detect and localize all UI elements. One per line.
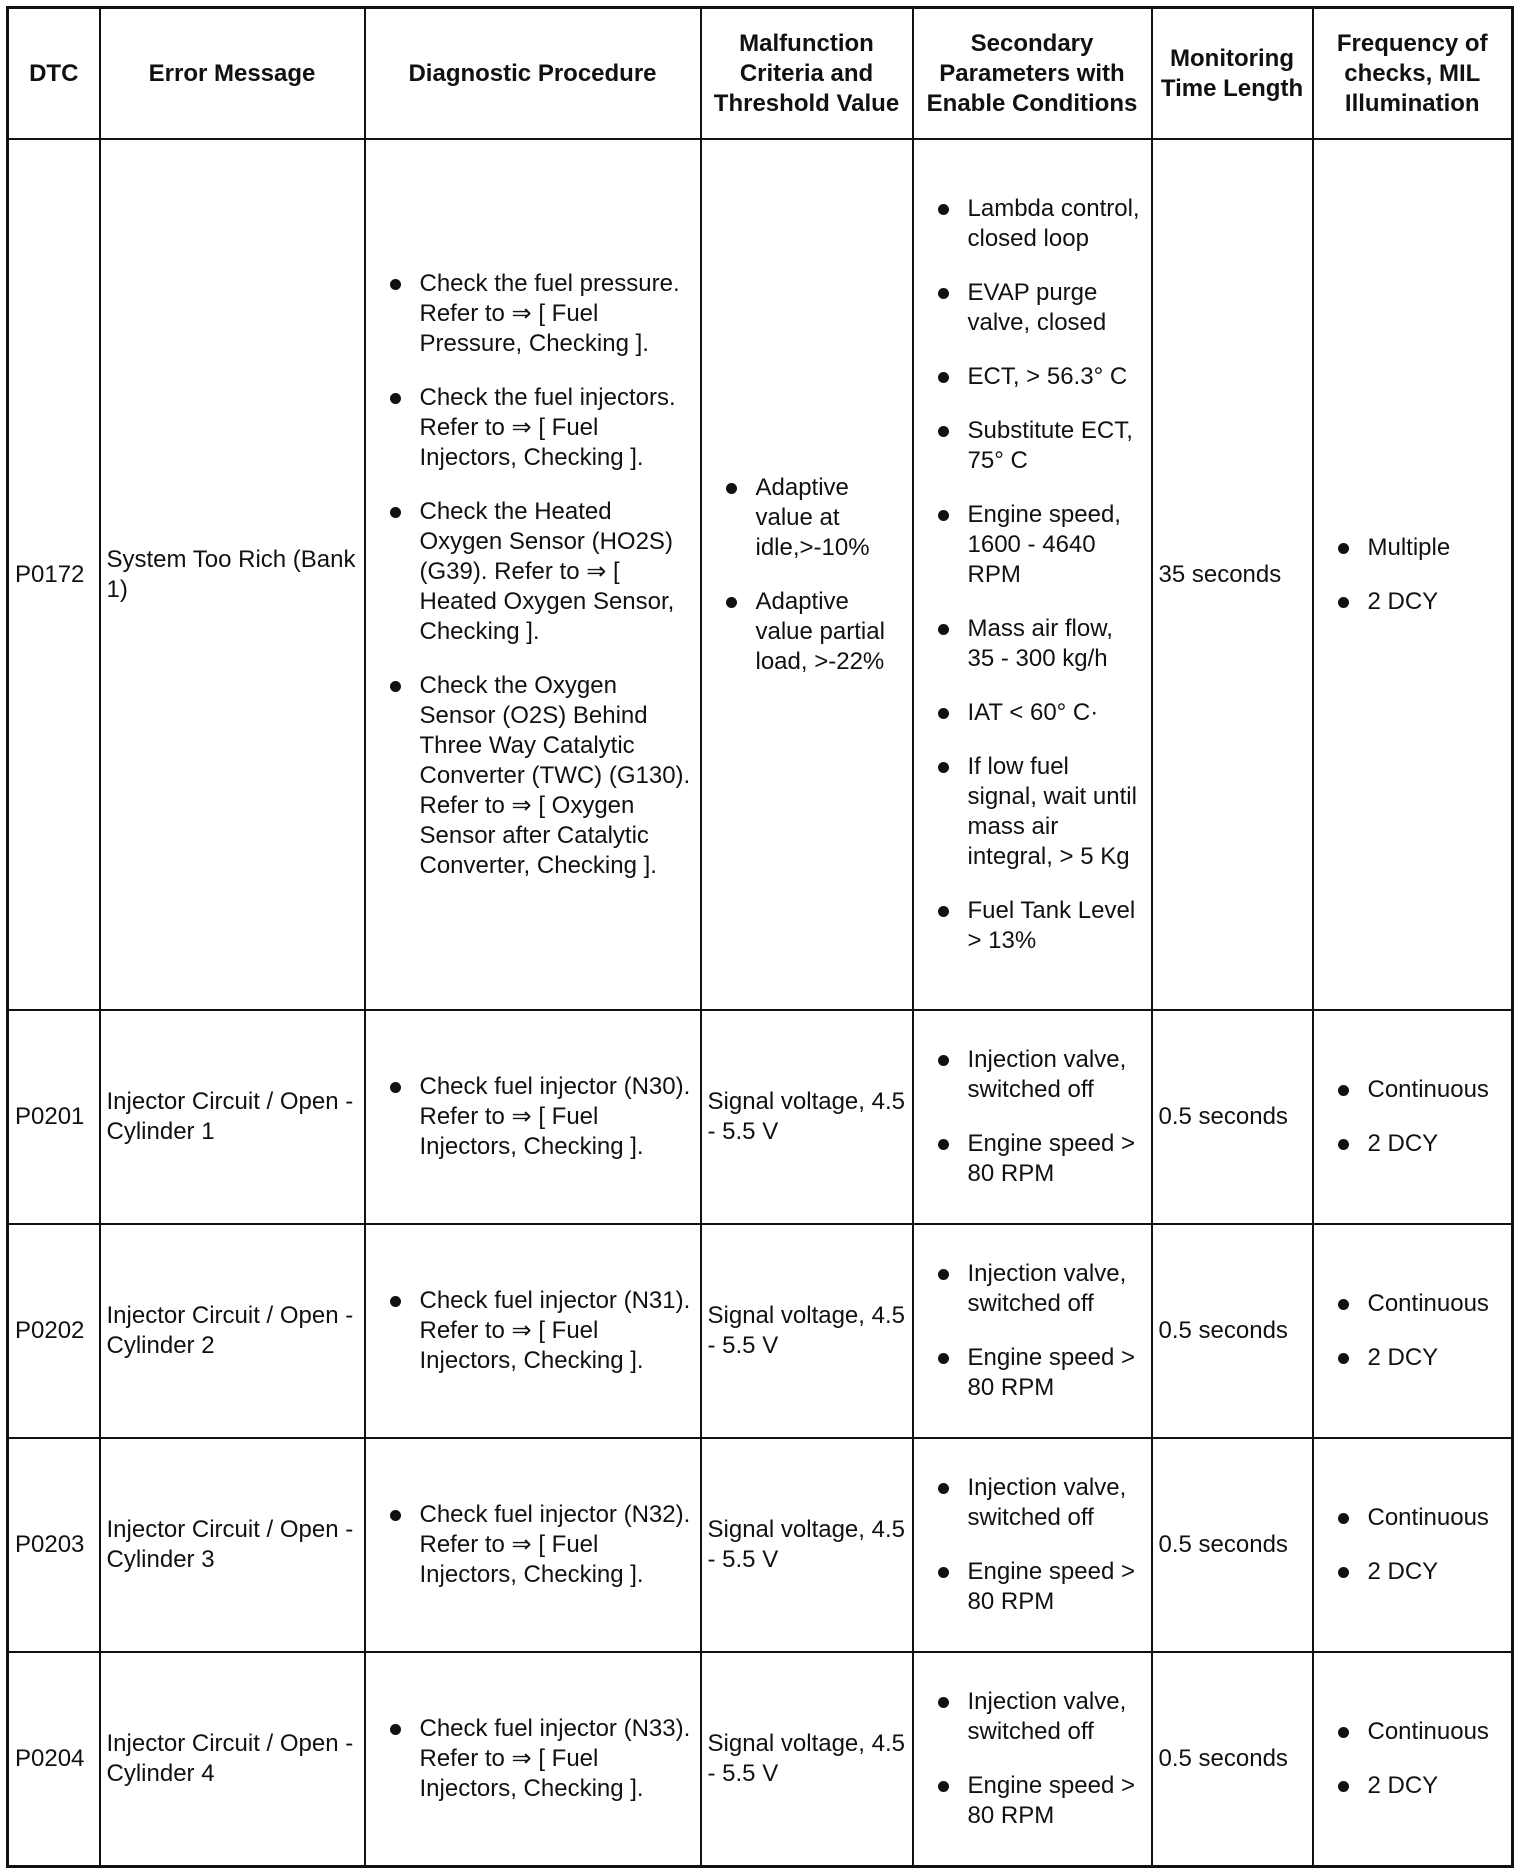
error-message: Injector Circuit / Open - Cylinder 4 <box>106 1729 354 1787</box>
secondary-item-text: Mass air flow, 35 - 300 kg/h <box>967 614 1113 672</box>
bullet-icon <box>1338 1513 1349 1524</box>
list-item <box>1338 1771 1506 1801</box>
frequency-item-text: Continuous <box>1367 1504 1489 1531</box>
list-item <box>1338 1129 1506 1159</box>
monitoring-time: 0.5 seconds <box>1158 1317 1288 1344</box>
secondary-item-text: Engine speed > 80 RPM <box>967 1344 1135 1401</box>
malfunction-criteria-cell <box>701 1224 913 1438</box>
secondary-item-text: Fuel Tank Level > 13% <box>967 896 1136 954</box>
list-item <box>390 269 694 359</box>
bullet-icon <box>938 1055 949 1066</box>
secondary-item-text: Injection valve, switched off <box>967 1260 1127 1317</box>
frequency-item-text: 2 DCY <box>1367 1130 1439 1157</box>
list-item <box>726 473 906 563</box>
diagnostic-procedure-cell <box>365 1652 701 1866</box>
bullet-icon <box>938 1353 949 1364</box>
bullet-icon <box>726 483 737 494</box>
error-message: Injector Circuit / Open - Cylinder 3 <box>106 1516 354 1573</box>
bullet-icon <box>1338 1085 1349 1096</box>
header-error-message: Error Message <box>100 8 365 140</box>
bullet-icon <box>938 1697 949 1708</box>
secondary-item-text: Injection valve, switched off <box>967 1046 1127 1103</box>
procedure-list <box>390 269 694 881</box>
list-item <box>938 1557 1145 1617</box>
procedure-item-text: Check fuel injector (N32). Refer to ⇒ [ Fuel Injectors, Checking ]. <box>419 1501 691 1588</box>
frequency-list <box>1338 533 1506 617</box>
list-item <box>938 614 1145 674</box>
secondary-item-text: Substitute ECT, 75° C <box>967 416 1133 474</box>
secondary-list <box>938 1045 1145 1189</box>
monitoring-time-cell <box>1152 139 1313 1010</box>
bullet-icon <box>938 1483 949 1494</box>
table-row <box>8 139 1513 1010</box>
bullet-icon <box>938 204 949 215</box>
procedure-item-text: Check fuel injector (N31). Refer to ⇒ [ Fuel Injectors, Checking ]. <box>419 1287 691 1374</box>
diagnostic-procedure-cell <box>365 1438 701 1652</box>
list-item <box>938 1771 1145 1831</box>
table-row <box>8 1010 1513 1224</box>
dtc-code-cell <box>8 1438 100 1652</box>
frequency-item-text: Continuous <box>1367 1076 1489 1103</box>
monitoring-time: 0.5 seconds <box>1158 1531 1288 1558</box>
bullet-icon <box>390 279 401 290</box>
bullet-icon <box>390 1510 401 1521</box>
secondary-parameters-cell <box>913 1010 1152 1224</box>
criteria-text: Signal voltage, 4.5 - 5.5 V <box>707 1302 905 1359</box>
frequency-item-text: 2 DCY <box>1367 587 1439 615</box>
bullet-icon <box>390 393 401 404</box>
monitoring-time-cell <box>1152 1224 1313 1438</box>
bullet-icon <box>390 1296 401 1307</box>
bullet-icon <box>1338 1353 1349 1364</box>
bullet-icon <box>938 1567 949 1578</box>
monitoring-time-cell <box>1152 1652 1313 1866</box>
table-row <box>8 1438 1513 1652</box>
secondary-item-text: Engine speed > 80 RPM <box>967 1130 1135 1187</box>
secondary-item-text: ECT, > 56.3° C <box>967 362 1128 390</box>
secondary-list <box>938 194 1145 956</box>
diagnostic-procedure-cell <box>365 1010 701 1224</box>
list-item <box>390 383 694 473</box>
list-item <box>390 1072 694 1162</box>
procedure-list <box>390 1286 694 1376</box>
bullet-icon <box>938 510 949 521</box>
bullet-icon <box>938 906 949 917</box>
list-item <box>938 1687 1145 1747</box>
frequency-item-text: 2 DCY <box>1367 1344 1439 1371</box>
bullet-icon <box>938 288 949 299</box>
secondary-item-text: Injection valve, switched off <box>967 1687 1127 1745</box>
secondary-list <box>938 1259 1145 1403</box>
frequency-cell <box>1313 1652 1513 1866</box>
malfunction-criteria-cell <box>701 1010 913 1224</box>
frequency-cell <box>1313 1438 1513 1652</box>
error-message-cell <box>100 1652 365 1866</box>
list-item <box>1338 533 1506 563</box>
procedure-list <box>390 1072 694 1162</box>
list-item <box>938 362 1145 392</box>
secondary-item-text: EVAP purge valve, closed <box>967 278 1107 336</box>
list-item <box>938 416 1145 476</box>
dtc-code: P0202 <box>15 1317 85 1344</box>
bullet-icon <box>390 507 401 518</box>
monitoring-time-cell <box>1152 1438 1313 1652</box>
header-dtc: DTC <box>8 8 100 140</box>
procedure-item-text: Check the Oxygen Sensor (O2S) Behind Three Way Catalytic Converter (TWC) (G130). Refer to ⇒ [ Oxygen Sensor after Catalytic Converter, Checking ]. <box>419 671 691 879</box>
bullet-icon <box>1338 1139 1349 1150</box>
header-frequency: Frequency of checks, MIL Illumination <box>1313 8 1513 140</box>
bullet-icon <box>1338 543 1349 554</box>
secondary-parameters-cell <box>913 1652 1152 1866</box>
procedure-list <box>390 1500 694 1590</box>
procedure-item-text: Check fuel injector (N30). Refer to ⇒ [ Fuel Injectors, Checking ]. <box>419 1073 691 1160</box>
list-item <box>1338 587 1506 617</box>
error-message: System Too Rich (Bank 1) <box>106 545 356 603</box>
frequency-item-text: Continuous <box>1367 1717 1489 1745</box>
secondary-parameters-cell <box>913 1438 1152 1652</box>
bullet-icon <box>390 681 401 692</box>
error-message-cell <box>100 1224 365 1438</box>
diagnostic-procedure-cell <box>365 1224 701 1438</box>
criteria-item-text: Adaptive value at idle,>-10% <box>755 473 870 561</box>
error-message-cell <box>100 139 365 1010</box>
secondary-item-text: Engine speed > 80 RPM <box>967 1558 1135 1615</box>
procedure-item-text: Check the fuel pressure. Refer to ⇒ [ Fuel Pressure, Checking ]. <box>419 269 680 357</box>
table-row <box>8 1652 1513 1866</box>
dtc-code-cell <box>8 1652 100 1866</box>
list-item <box>938 1259 1145 1319</box>
monitoring-time: 0.5 seconds <box>1158 1744 1288 1772</box>
list-item <box>938 500 1145 590</box>
frequency-item-text: Multiple <box>1367 533 1451 561</box>
list-item <box>726 587 906 677</box>
dtc-code-cell <box>8 1224 100 1438</box>
bullet-icon <box>938 426 949 437</box>
bullet-icon <box>1338 1567 1349 1578</box>
secondary-item-text: IAT < 60° C· <box>967 698 1099 726</box>
diagnostic-procedure-cell <box>365 139 701 1010</box>
secondary-parameters-cell <box>913 1224 1152 1438</box>
dtc-code: P0204 <box>15 1744 85 1772</box>
criteria-text: Signal voltage, 4.5 - 5.5 V <box>707 1516 905 1573</box>
monitoring-time: 0.5 seconds <box>1158 1103 1288 1130</box>
frequency-item-text: 2 DCY <box>1367 1558 1439 1585</box>
list-item <box>1338 1557 1506 1587</box>
header-secondary-parameters: Secondary Parameters with Enable Conditions <box>913 8 1152 140</box>
dtc-code-cell <box>8 1010 100 1224</box>
header-row <box>8 8 1513 140</box>
frequency-cell <box>1313 1010 1513 1224</box>
error-message-cell <box>100 1010 365 1224</box>
secondary-parameters-cell <box>913 139 1152 1010</box>
secondary-item-text: If low fuel signal, wait until mass air integral, > 5 Kg <box>967 752 1137 870</box>
frequency-cell <box>1313 1224 1513 1438</box>
list-item <box>938 194 1145 254</box>
header-monitoring-time: Monitoring Time Length <box>1152 8 1313 140</box>
bullet-icon <box>1338 597 1349 608</box>
procedure-item-text: Check the fuel injectors. Refer to ⇒ [ Fuel Injectors, Checking ]. <box>419 383 676 471</box>
dtc-code: P0172 <box>15 560 85 588</box>
list-item <box>938 1045 1145 1105</box>
header-diagnostic-procedure: Diagnostic Procedure <box>365 8 701 140</box>
monitoring-time-cell <box>1152 1010 1313 1224</box>
secondary-list <box>938 1687 1145 1831</box>
malfunction-criteria-cell <box>701 1652 913 1866</box>
list-item <box>390 1286 694 1376</box>
bullet-icon <box>938 372 949 383</box>
malfunction-criteria-cell <box>701 1438 913 1652</box>
list-item <box>1338 1289 1506 1319</box>
list-item <box>938 1473 1145 1533</box>
bullet-icon <box>1338 1299 1349 1310</box>
list-item <box>390 671 694 881</box>
bullet-icon <box>390 1724 401 1735</box>
frequency-list <box>1338 1289 1506 1373</box>
secondary-item-text: Engine speed, 1600 - 4640 RPM <box>967 500 1121 588</box>
secondary-item-text: Engine speed > 80 RPM <box>967 1771 1135 1829</box>
criteria-text: Signal voltage, 4.5 - 5.5 V <box>707 1729 905 1787</box>
procedure-list <box>390 1714 694 1804</box>
frequency-item-text: 2 DCY <box>1367 1771 1439 1799</box>
secondary-item-text: Injection valve, switched off <box>967 1474 1127 1531</box>
list-item <box>1338 1343 1506 1373</box>
table-body <box>8 139 1513 1866</box>
frequency-list <box>1338 1717 1506 1801</box>
table-row <box>8 1224 1513 1438</box>
bullet-icon <box>938 1269 949 1280</box>
procedure-item-text: Check the Heated Oxygen Sensor (HO2S) (G39). Refer to ⇒ [ Heated Oxygen Sensor, Checking ]. <box>419 497 675 645</box>
list-item <box>1338 1717 1506 1747</box>
criteria-list <box>726 473 906 677</box>
error-message: Injector Circuit / Open - Cylinder 1 <box>106 1088 354 1145</box>
secondary-list <box>938 1473 1145 1617</box>
list-item <box>938 752 1145 872</box>
list-item <box>938 698 1145 728</box>
list-item <box>390 1500 694 1590</box>
list-item <box>390 1714 694 1804</box>
list-item <box>938 1343 1145 1403</box>
bullet-icon <box>390 1082 401 1093</box>
criteria-text: Signal voltage, 4.5 - 5.5 V <box>707 1088 905 1145</box>
bullet-icon <box>938 762 949 773</box>
error-message-cell <box>100 1438 365 1652</box>
frequency-cell <box>1313 139 1513 1010</box>
malfunction-criteria-cell <box>701 139 913 1010</box>
dtc-table <box>6 6 1514 1868</box>
table-header <box>8 8 1513 140</box>
monitoring-time: 35 seconds <box>1158 560 1282 588</box>
frequency-list <box>1338 1075 1506 1159</box>
bullet-icon <box>1338 1781 1349 1792</box>
list-item <box>1338 1503 1506 1533</box>
bullet-icon <box>938 1781 949 1792</box>
bullet-icon <box>938 624 949 635</box>
secondary-item-text: Lambda control, closed loop <box>967 194 1140 252</box>
list-item <box>938 1129 1145 1189</box>
list-item <box>1338 1075 1506 1105</box>
frequency-list <box>1338 1503 1506 1587</box>
bullet-icon <box>726 597 737 608</box>
bullet-icon <box>1338 1727 1349 1738</box>
list-item <box>938 278 1145 338</box>
dtc-code: P0203 <box>15 1531 85 1558</box>
dtc-code: P0201 <box>15 1103 85 1130</box>
dtc-code-cell <box>8 139 100 1010</box>
list-item <box>938 896 1145 956</box>
bullet-icon <box>938 1139 949 1150</box>
error-message: Injector Circuit / Open - Cylinder 2 <box>106 1302 354 1359</box>
frequency-item-text: Continuous <box>1367 1290 1489 1317</box>
list-item <box>390 497 694 647</box>
criteria-item-text: Adaptive value partial load, >-22% <box>755 587 885 675</box>
header-malfunction-criteria: Malfunction Criteria and Threshold Value <box>701 8 913 140</box>
bullet-icon <box>938 708 949 719</box>
procedure-item-text: Check fuel injector (N33). Refer to ⇒ [ Fuel Injectors, Checking ]. <box>419 1714 691 1802</box>
